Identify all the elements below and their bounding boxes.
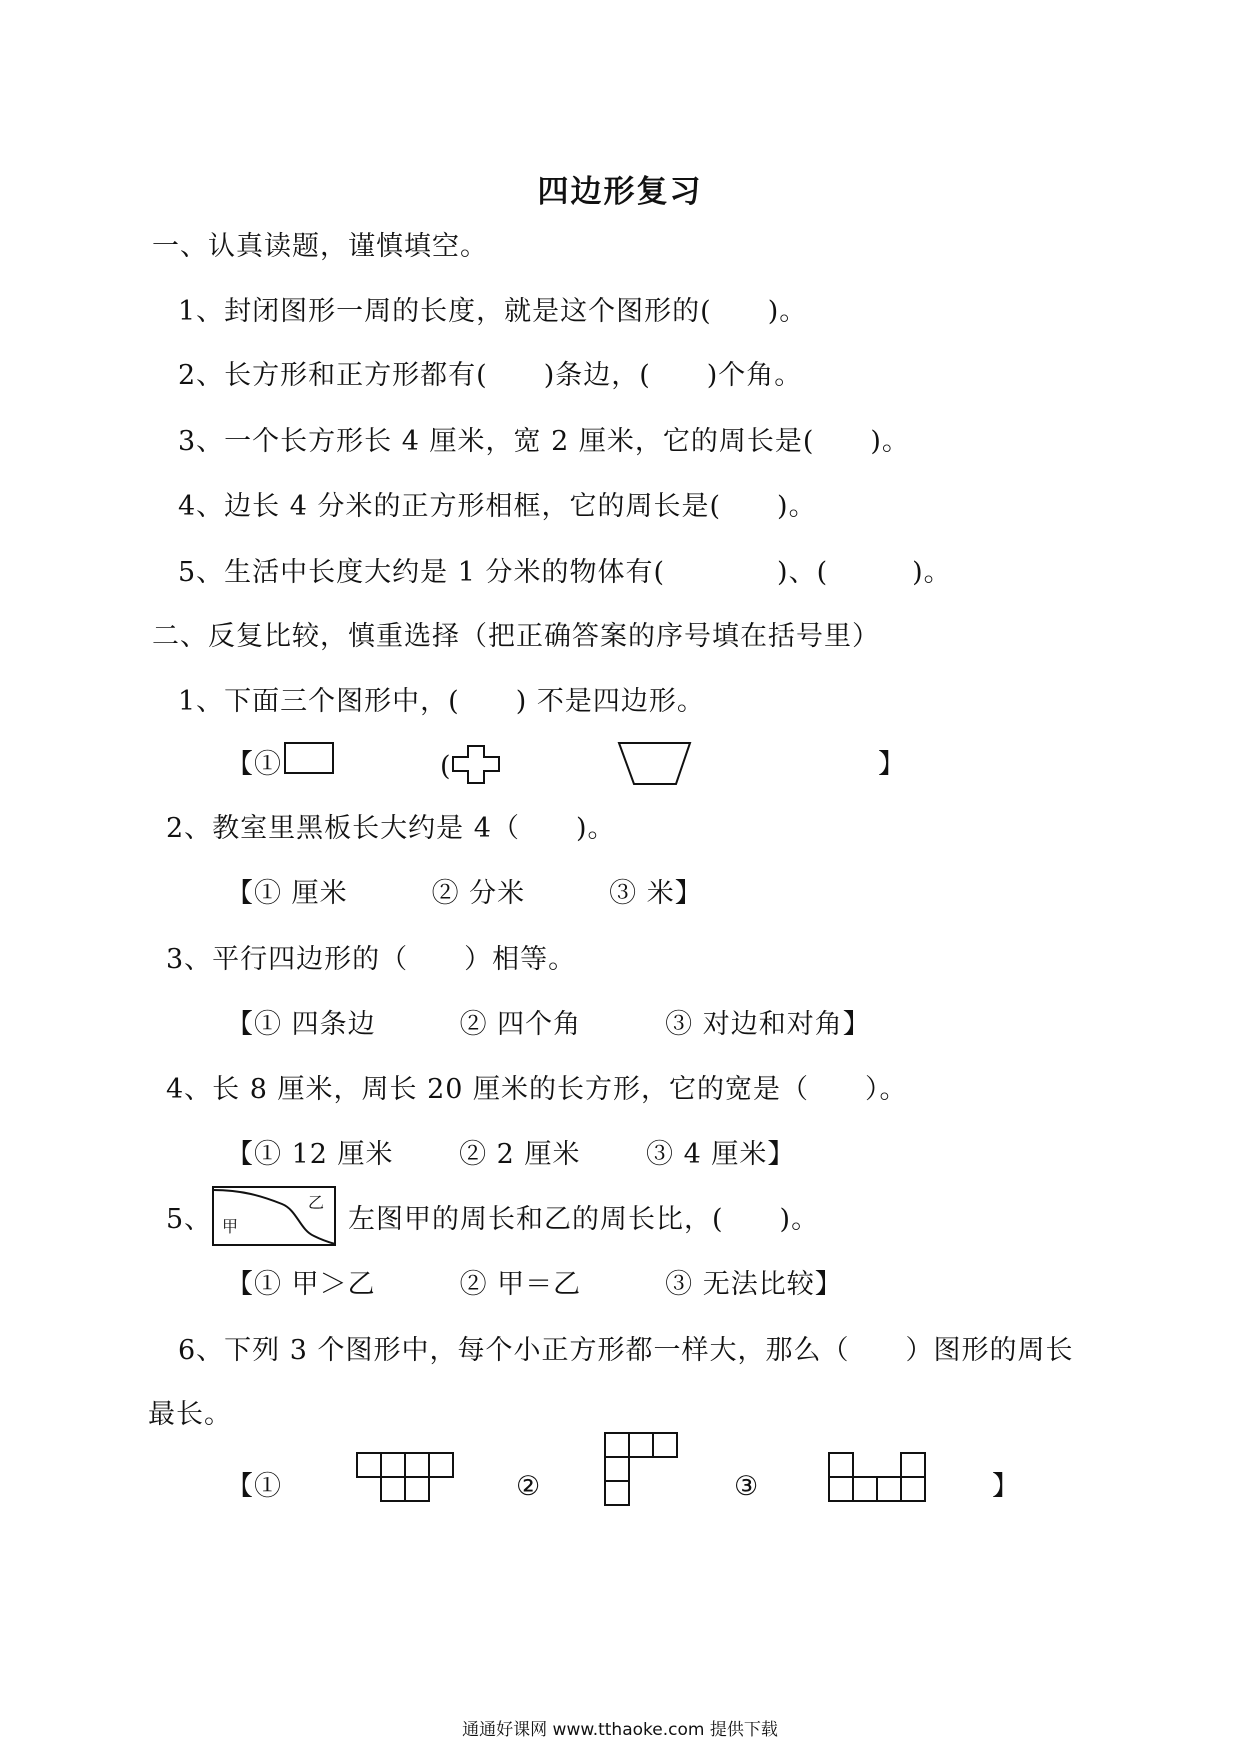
rectangle-figure	[284, 742, 334, 776]
section1-heading: 一、认真读题，谨慎填空。	[152, 231, 488, 262]
grid-figure-2	[604, 1432, 684, 1512]
choice-question-5-number: 5、	[166, 1204, 213, 1235]
choice-question-4: 4、长 8 厘米，周长 20 厘米的长方形，它的宽是（ ）。	[166, 1074, 908, 1105]
choice-question-1: 1、下面三个图形中，( ) 不是四边形。	[178, 686, 705, 717]
fill-question-2: 2、长方形和正方形都有( )条边，( )个角。	[178, 360, 803, 391]
section2-heading: 二、反复比较，慎重选择（把正确答案的序号填在括号里）	[152, 621, 880, 652]
q1-option-mid: (	[440, 751, 452, 782]
trapezoid-figure	[618, 742, 692, 786]
q4-options: 【① 12 厘米 ② 2 厘米 ③ 4 厘米】	[226, 1139, 796, 1170]
page-title: 四边形复习	[537, 174, 703, 210]
fill-question-4: 4、边长 4 分米的正方形相框，它的周长是( )。	[178, 491, 817, 522]
choice-question-6-line2: 最长。	[148, 1399, 232, 1430]
fill-question-5: 5、生活中长度大约是 1 分米的物体有( )、( )。	[178, 557, 952, 588]
label-yi: 乙	[308, 1193, 325, 1212]
q6-option-2-label: ②	[516, 1471, 542, 1502]
q5-options: 【① 甲＞乙 ② 甲＝乙 ③ 无法比较】	[226, 1269, 843, 1300]
footer-credit: 通通好课网 www.tthaoke.com 提供下载	[462, 1720, 778, 1740]
grid-figure-1	[356, 1452, 458, 1504]
q2-options: 【① 厘米 ② 分米 ③ 米】	[226, 878, 703, 909]
fill-question-1: 1、封闭图形一周的长度，就是这个图形的( )。	[178, 296, 808, 327]
q6-option-close: 】	[992, 1471, 1020, 1502]
cross-figure	[452, 745, 502, 785]
q6-option-1-label: 【①	[226, 1471, 282, 1502]
q3-options: 【① 四条边 ② 四个角 ③ 对边和对角】	[226, 1009, 871, 1040]
label-jia: 甲	[222, 1217, 239, 1236]
q6-option-3-label: ③	[734, 1471, 760, 1502]
choice-question-6-line1: 6、下列 3 个图形中，每个小正方形都一样大，那么（ ）图形的周长	[178, 1335, 1074, 1366]
q1-option-open: 【①	[226, 749, 282, 780]
jia-yi-divided-rectangle	[212, 1186, 338, 1248]
fill-question-3: 3、一个长方形长 4 厘米，宽 2 厘米，它的周长是( )。	[178, 426, 910, 457]
choice-question-3: 3、平行四边形的（ ）相等。	[166, 944, 577, 975]
grid-figure-3	[828, 1452, 932, 1504]
choice-question-5: 左图甲的周长和乙的周长比，( )。	[348, 1204, 820, 1235]
q1-option-close: 】	[878, 749, 906, 780]
choice-question-2: 2、教室里黑板长大约是 4（ )。	[166, 813, 616, 844]
